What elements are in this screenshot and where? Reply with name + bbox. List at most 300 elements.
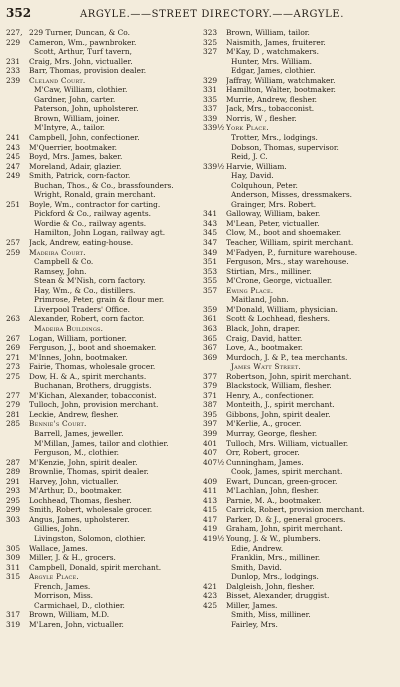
occupant-text: Carrick, Robert, provision merchant.: [226, 505, 365, 515]
occupant-text: Livingston, Solomon, clothier.: [34, 533, 146, 543]
occupant-text: M'Caw, William, clothier.: [34, 85, 128, 95]
street-number: 365: [203, 333, 218, 343]
street-number: [6, 582, 29, 592]
running-title: ARGYLE.——STREET DIRECTORY.——ARGYLE.: [79, 9, 345, 20]
occupant-text: Ferguson, J., boot and shoemaker.: [29, 343, 157, 353]
court-heading: Madeira Court.: [29, 247, 86, 257]
occupant-text: Parker, D. & J., general grocers.: [226, 514, 346, 524]
directory-entry: [6, 572, 197, 582]
street-number: [203, 133, 226, 143]
street-number: 425: [203, 600, 218, 610]
street-number: 415: [203, 505, 218, 515]
occupant-text: Dobson, Thomas, supervisor.: [231, 142, 339, 152]
occupant-text: French, James.: [34, 581, 91, 591]
street-number: [6, 591, 29, 601]
street-number: [203, 467, 226, 477]
directory-entry: [6, 171, 197, 181]
occupant-text: Stean & M'Nish, corn factory.: [34, 276, 146, 286]
directory-entry: [203, 114, 394, 124]
occupant-text: Trotter, Mrs., lodgings.: [231, 133, 318, 143]
street-number: [6, 439, 29, 449]
directory-entry: [203, 228, 394, 238]
directory-entry: [203, 334, 394, 344]
occupant-text: Paterson, John, upholsterer.: [34, 104, 139, 114]
directory-entry: [203, 534, 394, 544]
directory-entry: [6, 439, 197, 449]
occupant-text: M'Laren, John, victualler.: [29, 619, 124, 629]
street-number: [6, 534, 29, 544]
street-number: 413: [203, 495, 218, 505]
street-number: 263: [6, 314, 21, 324]
occupant-text: Smith, Patrick, corn-factor.: [29, 171, 131, 181]
directory-entry: [203, 171, 394, 181]
street-number: 351: [203, 257, 218, 267]
street-number: [203, 152, 226, 162]
occupant-text: Tulloch, John, provision merchant.: [29, 400, 159, 410]
occupant-text: Miller, J. & H., grocers.: [29, 553, 116, 563]
street-number: [203, 200, 226, 210]
directory-entry: [203, 467, 394, 477]
occupant-text: Naismith, James, fruiterer.: [226, 37, 326, 47]
occupant-text: Miller, James.: [226, 600, 278, 610]
street-number: [6, 267, 29, 277]
directory-entry: [203, 200, 394, 210]
directory-entry: [203, 143, 394, 153]
street-number: [6, 228, 29, 238]
street-number: 251: [6, 199, 21, 209]
occupant-text: M'Kay, D , watchmakers.: [226, 47, 319, 57]
directory-entry: [203, 391, 394, 401]
directory-entry: [6, 467, 197, 477]
street-number: 363: [203, 323, 218, 333]
occupant-text: Stirtian, Mrs., milliner.: [226, 266, 312, 276]
occupant-text: Liverpool Traders' Office.: [34, 304, 130, 314]
occupant-text: Carmichael, D., clothier.: [34, 600, 125, 610]
directory-entry: [203, 123, 394, 133]
street-number: [6, 104, 29, 114]
directory-entry: [203, 219, 394, 229]
occupant-text: Hay, Wm., & Co., distillers.: [34, 285, 136, 295]
occupant-text: Morrison, Miss.: [34, 591, 94, 601]
directory-entry: [203, 563, 394, 573]
street-number: [6, 47, 29, 57]
occupant-text: M'Crone, George, victualler.: [226, 276, 333, 286]
street-number: [203, 620, 226, 630]
directory-entry: [6, 95, 197, 105]
street-number: 399: [203, 428, 218, 438]
street-number: [203, 362, 226, 372]
occupant-text: Tulloch, Mrs. William, victualler.: [226, 438, 349, 448]
street-number: 281: [6, 409, 21, 419]
street-number: 311: [6, 562, 21, 572]
occupant-text: Primrose, Peter, grain & flour mer.: [34, 295, 165, 305]
directory-entry: [203, 400, 394, 410]
street-number: 357: [203, 285, 218, 295]
left-column: [6, 28, 197, 683]
directory-entry: [203, 591, 394, 601]
occupant-text: Fairie, Thomas, wholesale grocer.: [29, 362, 156, 372]
street-number: [6, 114, 29, 124]
directory-entry: [203, 448, 394, 458]
street-number: 229: [6, 37, 21, 47]
directory-entry: [203, 28, 394, 38]
occupant-text: Galloway, William, baker.: [226, 209, 321, 219]
street-number: 277: [6, 390, 21, 400]
street-number: 249: [6, 171, 21, 181]
occupant-text: Smith, David.: [231, 562, 282, 572]
directory-entry: [6, 162, 197, 172]
occupant-text: Dalgleish, John, flesher.: [226, 581, 315, 591]
street-number: 305: [6, 543, 21, 553]
directory-entry: [203, 496, 394, 506]
court-heading: Argyle Place.: [29, 572, 79, 582]
directory-entry: [203, 47, 394, 57]
directory-entry: [6, 114, 197, 124]
street-number: [203, 295, 226, 305]
directory-columns: [6, 28, 394, 683]
directory-entry: [6, 104, 197, 114]
occupant-text: Barrell, James, jeweller.: [34, 428, 124, 438]
occupant-text: Murrie, Andrew, flesher.: [226, 94, 318, 104]
street-number: 291: [6, 476, 21, 486]
street-number: 339: [203, 113, 218, 123]
occupant-text: Cameron, Wm., pawnbroker.: [29, 37, 137, 47]
court-heading: Madeira Buildings.: [34, 323, 104, 333]
occupant-text: Hunter, Mrs. William.: [231, 56, 313, 66]
directory-entry: [6, 419, 197, 429]
street-number: [6, 190, 29, 200]
directory-entry: [6, 429, 197, 439]
directory-entry: [6, 381, 197, 391]
occupant-text: M'Lachlan, John, flesher.: [226, 486, 319, 496]
page-number: 352: [6, 6, 32, 20]
occupant-text: Robertson, John, spirit merchant.: [226, 371, 352, 381]
directory-entry: [6, 314, 197, 324]
directory-entry: [6, 47, 197, 57]
court-heading: James Watt Street.: [231, 362, 301, 372]
occupant-text: Smith, Robert, wholesale grocer.: [29, 505, 153, 515]
directory-entry: [6, 610, 197, 620]
directory-entry: [6, 28, 197, 38]
occupant-text: Dow, H. & A., spirit merchants.: [29, 371, 147, 381]
directory-entry: [6, 305, 197, 315]
directory-entry: [6, 410, 197, 420]
directory-entry: [6, 209, 197, 219]
directory-entry: [203, 85, 394, 95]
occupant-text: Fairley, Mrs.: [231, 619, 278, 629]
street-number: 259: [6, 247, 21, 257]
occupant-text: Grainger, Mrs. Robert.: [231, 199, 317, 209]
directory-entry: [6, 133, 197, 143]
street-number: 343: [203, 218, 218, 228]
occupant-text: Monteith, J., spirit merchant.: [226, 400, 335, 410]
directory-entry: [203, 362, 394, 372]
street-number: 387: [203, 400, 218, 410]
directory-entry: [6, 620, 197, 630]
occupant-text: Craig, David, hatter.: [226, 333, 303, 343]
street-number: [203, 610, 226, 620]
street-number: 339½: [203, 123, 225, 133]
street-number: [6, 209, 29, 219]
directory-entry: [6, 334, 197, 344]
occupant-text: Maitland, John.: [231, 295, 289, 305]
occupant-text: Ramsey, John.: [34, 266, 87, 276]
street-number: [203, 57, 226, 67]
court-heading: Cleland Court.: [29, 75, 86, 85]
occupant-text: M'Lean, Peter, victualler.: [226, 218, 320, 228]
occupant-text: Hamilton, John Logan, railway agt.: [34, 228, 166, 238]
occupant-text: Ferguson, M., clothier.: [34, 448, 119, 458]
street-number: 293: [6, 486, 21, 496]
street-number: 345: [203, 228, 218, 238]
occupant-text: Cunningham, James.: [226, 457, 304, 467]
street-number: 377: [203, 371, 218, 381]
street-number: 309: [6, 553, 21, 563]
directory-entry: [6, 57, 197, 67]
street-number: 319: [6, 619, 21, 629]
street-number: [6, 324, 29, 334]
occupant-text: Graham, John, spirit merchant.: [226, 524, 343, 534]
directory-entry: [203, 314, 394, 324]
directory-entry: [203, 620, 394, 630]
occupant-text: Wright, Ronald, grain merchant.: [34, 190, 156, 200]
occupant-text: M'Millan, James, tailor and clothier.: [34, 438, 169, 448]
street-number: 349: [203, 247, 218, 257]
occupant-text: Leckie, Andrew, flesher.: [29, 409, 119, 419]
street-number: 397: [203, 419, 218, 429]
street-number: 411: [203, 486, 218, 496]
directory-entry: [203, 295, 394, 305]
occupant-text: Gibbons, John, spirit dealer.: [226, 409, 331, 419]
directory-entry: [203, 209, 394, 219]
occupant-text: Lochhead, Thomas, flesher.: [29, 495, 132, 505]
directory-entry: [6, 295, 197, 305]
directory-entry: [6, 458, 197, 468]
directory-entry: [6, 76, 197, 86]
street-number: [6, 276, 29, 286]
occupant-text: M'Kerlie, A., grocer.: [226, 419, 302, 429]
directory-entry: [6, 582, 197, 592]
occupant-text: Wordie & Co., railway agents.: [34, 218, 147, 228]
street-number: [203, 563, 226, 573]
occupant-text: M'Kichan, Alexander, tobacconist.: [29, 390, 157, 400]
street-number: 279: [6, 400, 21, 410]
occupant-text: Barr, Thomas, provision dealer.: [29, 66, 147, 76]
occupant-text: Scott & Lochhead, fleshers.: [226, 314, 330, 324]
directory-entry: [203, 353, 394, 363]
street-number: 407: [203, 448, 218, 458]
occupant-text: M'Arthur, D., bootmaker.: [29, 486, 123, 496]
directory-entry: [6, 267, 197, 277]
street-number: 419½: [203, 533, 225, 543]
directory-entry: [203, 152, 394, 162]
occupant-text: Young, J. & W., plumbers.: [226, 533, 321, 543]
street-number: [6, 219, 29, 229]
street-number: [6, 257, 29, 267]
occupant-text: Colquhoun, Peter.: [231, 180, 298, 190]
directory-entry: [203, 305, 394, 315]
directory-entry: [203, 238, 394, 248]
occupant-text: Campbell, John, confectioner.: [29, 133, 140, 143]
street-number: [6, 429, 29, 439]
street-number: 401: [203, 438, 218, 448]
street-number: 271: [6, 352, 21, 362]
directory-entry: [6, 544, 197, 554]
street-number: 257: [6, 238, 21, 248]
street-number: [6, 381, 29, 391]
street-number: 359: [203, 304, 218, 314]
occupant-text: M'Kenzie, John, spirit dealer.: [29, 457, 138, 467]
street-number: 295: [6, 495, 21, 505]
street-number: 323: [203, 28, 218, 37]
directory-entry: [6, 391, 197, 401]
occupant-text: Murray, George, flesher.: [226, 428, 318, 438]
street-number: 395: [203, 409, 218, 419]
directory-entry: [6, 534, 197, 544]
directory-entry: [203, 553, 394, 563]
directory-entry: [6, 486, 197, 496]
directory-entry: [6, 343, 197, 353]
directory-entry: [203, 162, 394, 172]
street-number: [6, 85, 29, 95]
directory-entry: [203, 544, 394, 554]
occupant-text: Logan, William, portioner.: [29, 333, 127, 343]
street-number: [6, 524, 29, 534]
occupant-text: Campbell & Co.: [34, 257, 94, 267]
occupant-text: Moreland, Adair, glazier.: [29, 161, 122, 171]
directory-entry: [6, 524, 197, 534]
occupant-text: Angus, James, upholsterer.: [29, 514, 130, 524]
occupant-text: M'Intyre, A., tailor.: [34, 123, 106, 133]
street-number: 289: [6, 467, 21, 477]
occupant-text: Boyd, Mrs. James, baker.: [29, 152, 123, 162]
directory-entry: [203, 505, 394, 515]
directory-entry: [6, 181, 197, 191]
directory-entry: [203, 324, 394, 334]
directory-entry: [203, 76, 394, 86]
page-header: [6, 6, 392, 24]
occupant-text: Buchan, Thos., & Co., brassfounders.: [34, 180, 174, 190]
street-number: 303: [6, 514, 21, 524]
occupant-text: Henry, A., confectioner.: [226, 390, 314, 400]
directory-entry: [203, 66, 394, 76]
directory-entry: [203, 601, 394, 611]
street-number: 355: [203, 276, 218, 286]
directory-entry: [6, 448, 197, 458]
street-number: 371: [203, 390, 218, 400]
street-number: 339½: [203, 161, 225, 171]
right-column: [203, 28, 394, 683]
directory-entry: [6, 257, 197, 267]
street-number: 327: [203, 47, 218, 57]
street-number: 329: [203, 75, 218, 85]
directory-entry: [203, 477, 394, 487]
occupant-text: Clow, M., boot and shoemaker.: [226, 228, 342, 238]
street-number: 347: [203, 238, 218, 248]
street-number: [6, 305, 29, 315]
directory-entry: [203, 572, 394, 582]
street-number: [203, 572, 226, 582]
street-number: [6, 601, 29, 611]
street-number: [203, 171, 226, 181]
street-number: [203, 553, 226, 563]
directory-entry: [6, 353, 197, 363]
directory-entry: [6, 38, 197, 48]
street-number: 287: [6, 457, 21, 467]
street-number: 231: [6, 56, 21, 66]
street-number: 341: [203, 209, 218, 219]
street-number: [6, 95, 29, 105]
street-number: 335: [203, 94, 218, 104]
occupant-text: Teacher, William, spirit merchant.: [226, 238, 354, 248]
occupant-text: Hamilton, Walter, bootmaker.: [226, 85, 336, 95]
occupant-text: Parnie, M. A., bootmaker.: [226, 495, 322, 505]
street-number: 325: [203, 37, 218, 47]
occupant-text: Jack, Mrs., tobacconist.: [226, 104, 315, 114]
occupant-text: Gillies, John.: [34, 524, 82, 534]
occupant-text: Franklin, Mrs., milliner.: [231, 553, 321, 563]
street-number: 227,: [6, 28, 23, 37]
directory-entry: [203, 439, 394, 449]
directory-entry: [6, 66, 197, 76]
occupant-text: Anderson, Misses, dressmakers.: [231, 190, 352, 200]
directory-entry: [6, 190, 197, 200]
directory-entry: [6, 238, 197, 248]
directory-entry: [203, 381, 394, 391]
street-number: 275: [6, 371, 21, 381]
occupant-text: Blackstock, William, flesher.: [226, 381, 332, 391]
directory-entry: [203, 458, 394, 468]
street-number: 423: [203, 591, 218, 601]
occupant-text: Craig, Mrs. John, victualler.: [29, 56, 133, 66]
occupant-text: Scott, Arthur, Turf tavern,: [34, 47, 132, 57]
street-number: 243: [6, 142, 21, 152]
street-number: [6, 448, 29, 458]
directory-entry: [203, 276, 394, 286]
occupant-text: Boyle, Wm., contractor for carting.: [29, 199, 161, 209]
occupant-text: Edgar, James, clothier.: [231, 66, 316, 76]
directory-entry: [203, 181, 394, 191]
occupant-text: Smith, Miss, milliner.: [231, 610, 311, 620]
occupant-text: 229 Turner, Duncan, & Co.: [29, 28, 130, 37]
directory-entry: [6, 276, 197, 286]
directory-entry: [203, 57, 394, 67]
occupant-text: Ferguson, Mrs., stay warehouse.: [226, 257, 349, 267]
street-number: 239: [6, 75, 21, 85]
street-number: 417: [203, 514, 218, 524]
occupant-text: Love, A., bootmaker.: [226, 343, 303, 353]
street-number: [6, 123, 29, 133]
court-heading: Ewing Place.: [226, 285, 274, 295]
court-heading: Bennie's Court.: [29, 419, 87, 429]
street-number: [203, 544, 226, 554]
street-number: 247: [6, 161, 21, 171]
directory-entry: [203, 429, 394, 439]
directory-entry: [203, 248, 394, 258]
directory-entry: [203, 610, 394, 620]
directory-entry: [6, 123, 197, 133]
directory-entry: [203, 486, 394, 496]
occupant-text: Hay, David.: [231, 171, 274, 181]
directory-entry: [6, 505, 197, 515]
occupant-text: M'Innes, John, bootmaker.: [29, 352, 128, 362]
street-number: 269: [6, 343, 21, 353]
street-number: [6, 181, 29, 191]
directory-entry: [6, 400, 197, 410]
street-number: 317: [6, 610, 21, 620]
directory-entry: [6, 200, 197, 210]
directory-entry: [6, 286, 197, 296]
